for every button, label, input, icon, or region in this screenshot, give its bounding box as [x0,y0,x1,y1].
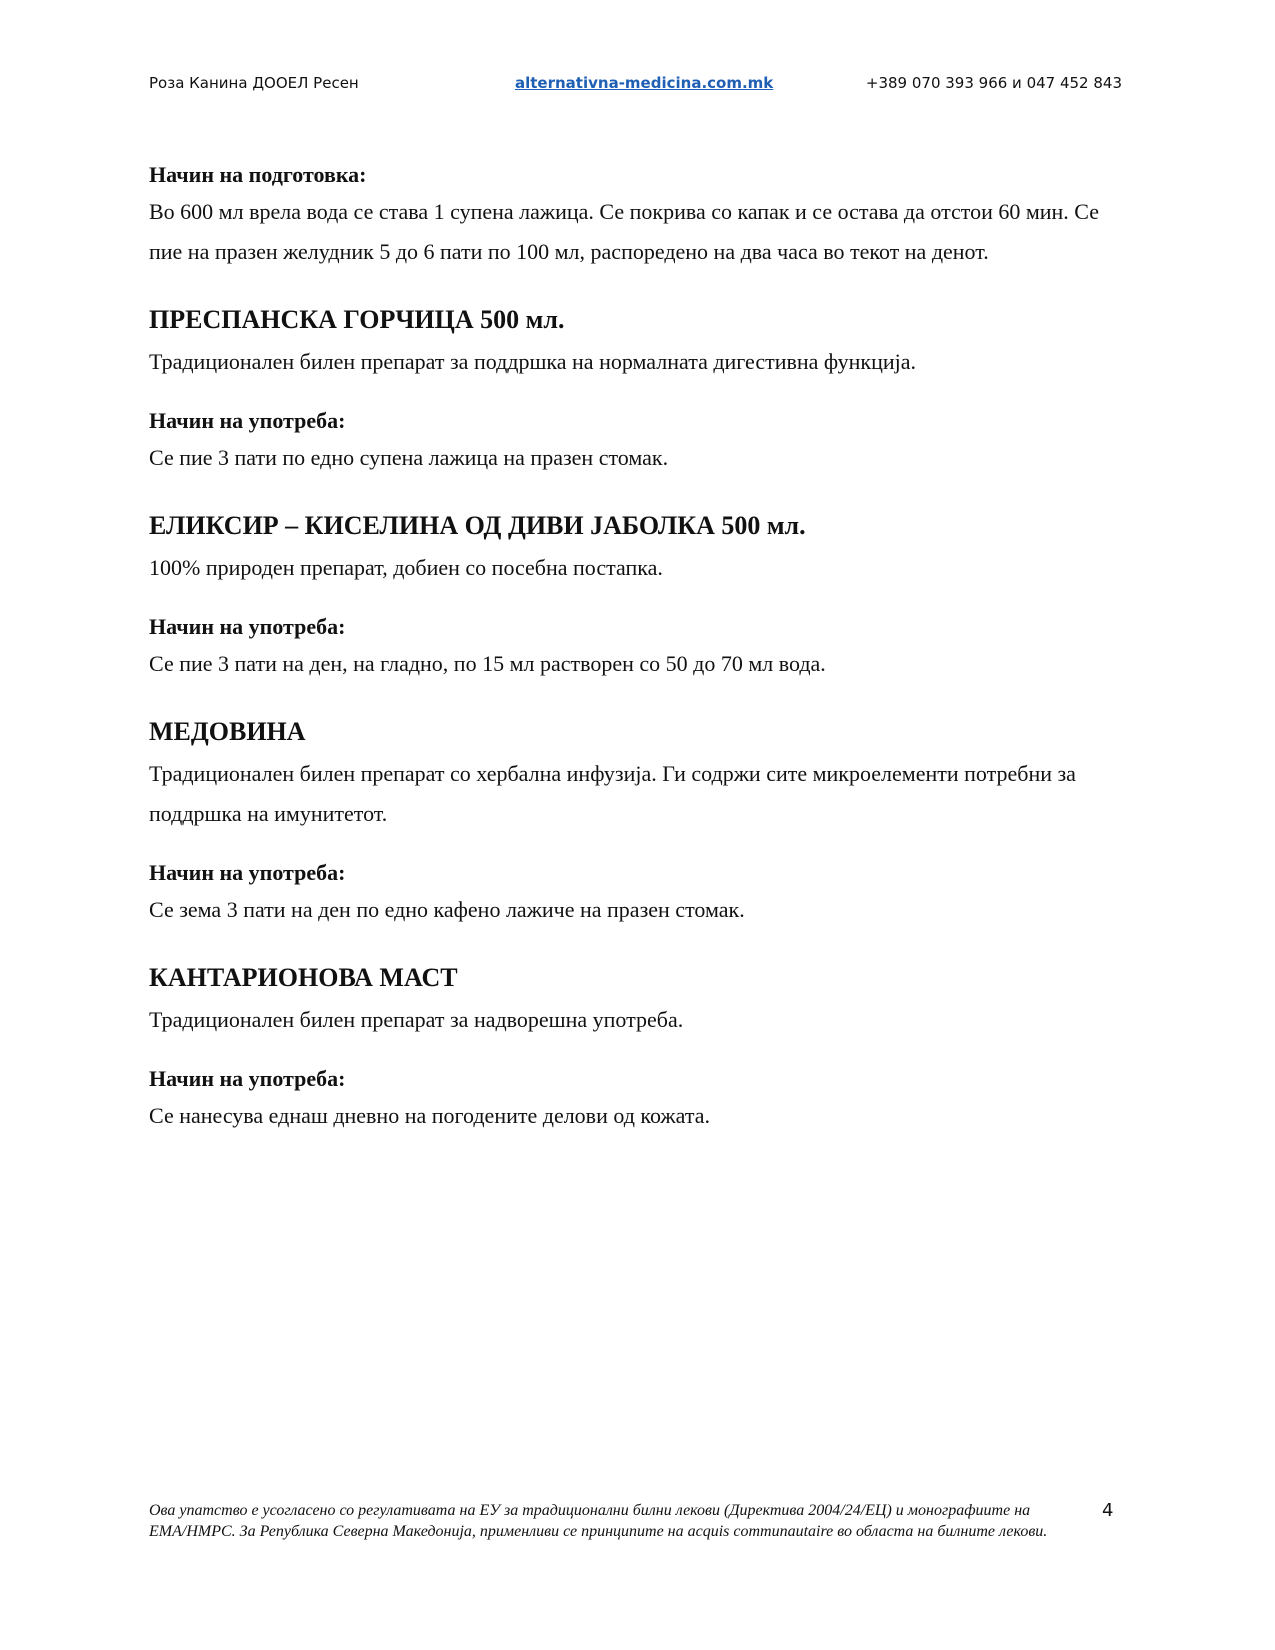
phone-numbers: +389 070 393 966 и 047 452 843 [865,74,1122,92]
usage-heading: Начин на употреба: [149,614,346,639]
product-title: ЕЛИКСИР – КИСЕЛИНА ОД ДИВИ ЈАБОЛКА 500 мл. [149,511,806,540]
product-description: Традиционален билен препарат за поддршка на нормалната дигестивна функција. [149,349,917,374]
usage-heading: Начин на употреба: [149,408,346,433]
preparation-text: Во 600 мл врела вода се става 1 супена лажица. Се покрива со капак и се остава да отстои 60 мин. Се пие на празен желудник 5 до 6 пати по 100 мл, распоредено на два часа во текот на денот. [149,199,1100,264]
usage-text: Се пие 3 пати на ден, на гладно, по 15 мл растворен со 50 до 70 мл вода. [149,651,826,676]
footer-note: Ова упатство е усогласено со регулативата на ЕУ за традиционални билни лекови (Директива 2004/24/ЕЦ) и монографиите на ЕМА/HMPC. За Република Северна Македонија, применливи се принципите на acquis communautaire во областа на билните лекови. [149,1502,1048,1540]
usage-heading: Начин на употреба: [149,860,346,885]
product-title: МЕДОВИНА [149,717,306,746]
page-header [149,74,1122,98]
preparation-heading: Начин на подготовка: [149,162,367,187]
usage-text: Се зема 3 пати на ден по едно кафено лажиче на празен стомак. [149,897,745,922]
product-description: Традиционален билен препарат со хербална инфузија. Ги содржи сите микроелементи потребни за поддршка на имунитетот. [149,761,1076,826]
product-description: 100% природен препарат, добиен со посебна постапка. [149,555,663,580]
usage-text: Се пие 3 пати по едно супена лажица на празен стомак. [149,445,669,470]
page-number: 4 [1102,1500,1114,1521]
product-description: Традиционален билен препарат за надворешна употреба. [149,1007,684,1032]
document-body [149,158,1129,1136]
usage-heading: Начин на употреба: [149,1066,346,1091]
product-title: ПРЕСПАНСКА ГОРЧИЦА 500 мл. [149,305,565,334]
product-title: КАНТАРИОНОВА МАСТ [149,963,458,992]
company-name: Роза Канина ДООЕЛ Ресен [149,74,359,92]
website-link[interactable]: alternativna-medicina.com.mk [515,74,774,92]
usage-text: Се нанесува еднаш дневно на погодените делови од кожата. [149,1103,710,1128]
